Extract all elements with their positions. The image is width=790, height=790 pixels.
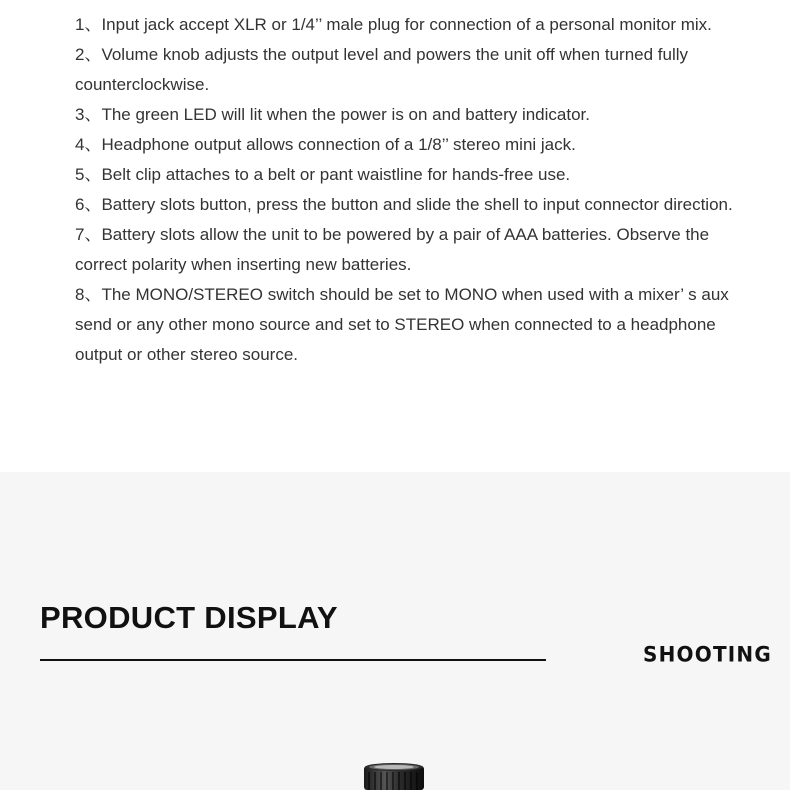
section-divider (40, 659, 546, 661)
feature-item: 1、Input jack accept XLR or 1/4’’ male plug for connection of a personal monitor mix. (75, 15, 712, 34)
feature-list (75, 10, 765, 370)
feature-item: 8、The MONO/STEREO switch should be set to MONO when used with a mixer’ s aux send or any other mono source and set to STEREO when connected to a headphone output or other stereo source. (75, 285, 729, 364)
section-title: PRODUCT DISPLAY (40, 600, 338, 635)
section-subtitle: SHOOTING (643, 641, 772, 667)
product-display-section (0, 472, 790, 790)
feature-item: 5、Belt clip attaches to a belt or pant waistline for hands-free use. (75, 165, 571, 184)
feature-item: 7、Battery slots allow the unit to be powered by a pair of AAA batteries. Observe the correct polarity when inserting new batteries. (75, 225, 710, 274)
feature-item: 3、The green LED will lit when the power is on and battery indicator. (75, 105, 590, 124)
volume-knob-photo (364, 762, 424, 790)
feature-item: 6、Battery slots button, press the button and slide the shell to input connector direction. (75, 195, 733, 214)
feature-item: 2、Volume knob adjusts the output level and powers the unit off when turned fully counterclockwise. (75, 45, 689, 94)
feature-item: 4、Headphone output allows connection of a 1/8’’ stereo mini jack. (75, 135, 576, 154)
